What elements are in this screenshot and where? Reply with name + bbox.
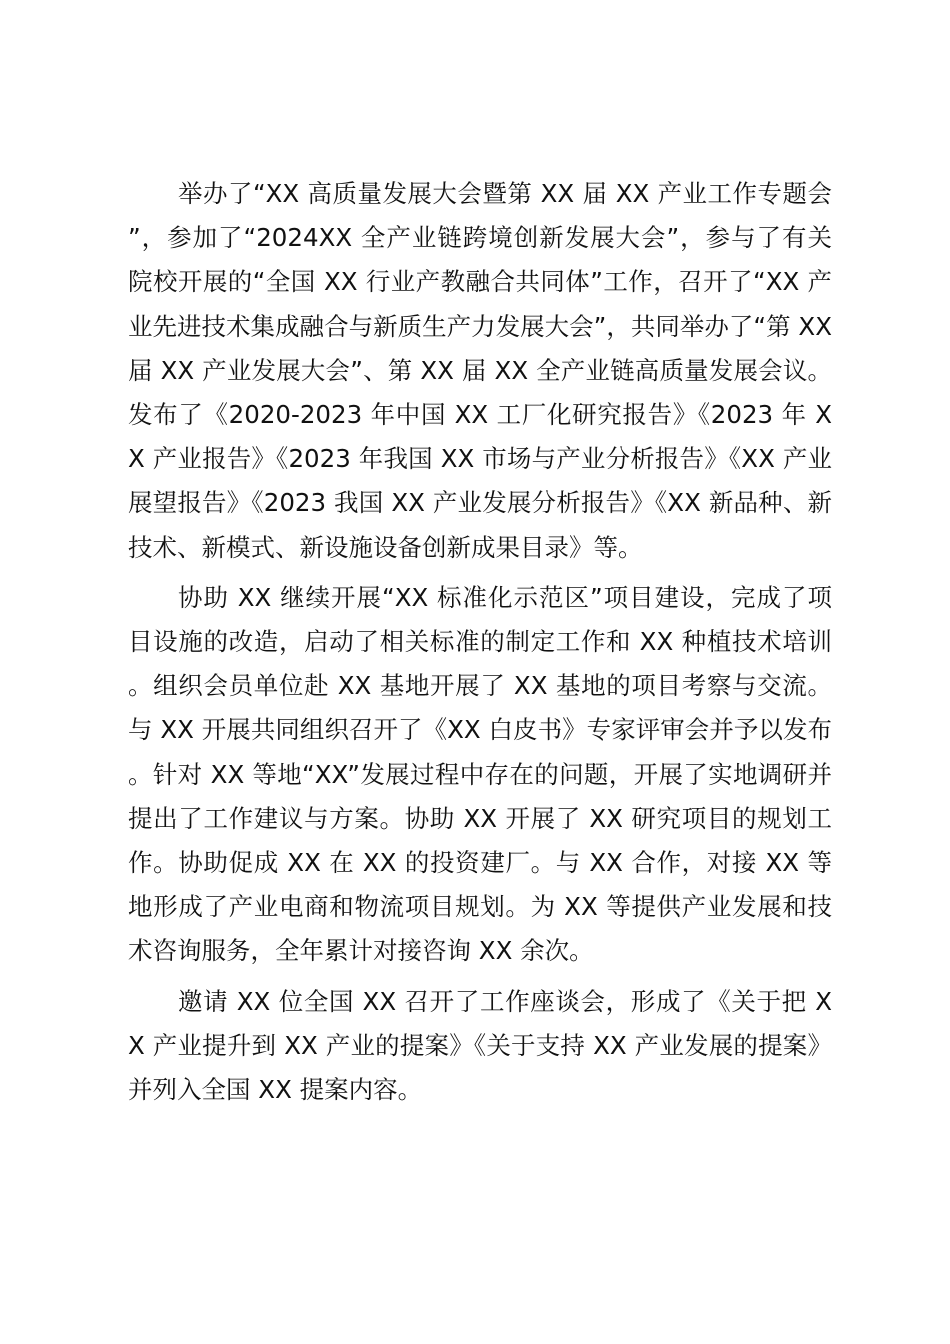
document-body	[128, 172, 832, 1118]
paragraph-projects-and-consulting: 协助 XX 继续开展“XX 标准化示范区”项目建设，完成了项目设施的改造，启动了相关标准的制定工作和 XX 种植技术培训。组织会员单位赴 XX 基地开展了 XX 基地的项目考察与交流。与 XX 开展共同组织召开了《XX 白皮书》专家评审会并予以发布。针对 XX 等地“XX”发展过程中存在的问题，开展了实地调研并提出了工作建议与方案。协助 XX 开展了 XX 研究项目的规划工作。协助促成 XX 在 XX 的投资建厂。与 XX 合作，对接 XX 等地形成了产业电商和物流项目规划。为 XX 等提供产业发展和技术咨询服务，全年累计对接咨询 XX 余次。	[128, 582, 832, 966]
paragraph-proposals: 邀请 XX 位全国 XX 召开了工作座谈会，形成了《关于把 XX 产业提升到 XX 产业的提案》《关于支持 XX 产业发展的提案》并列入全国 XX 提案内容。	[128, 986, 832, 1105]
paragraph-events-and-reports: 举办了“XX 高质量发展大会暨第 XX 届 XX 产业工作专题会”，参加了“2024XX 全产业链跨境创新发展大会”，参与了有关院校开展的“全国 XX 行业产教融合共同体”工作，召开了“XX 产业先进技术集成融合与新质生产力发展大会”，共同举办了“第 XX 届 XX 产业发展大会”、第 XX 届 XX 全产业链高质量发展会议。发布了《2020-2023 年中国 XX 工厂化研究报告》《2023 年 XX 产业报告》《2023 年我国 XX 市场与产业分析报告》《XX 产业展望报告》《2023 我国 XX 产业发展分析报告》《XX 新品种、新技术、新模式、新设施设备创新成果目录》等。	[128, 179, 832, 562]
